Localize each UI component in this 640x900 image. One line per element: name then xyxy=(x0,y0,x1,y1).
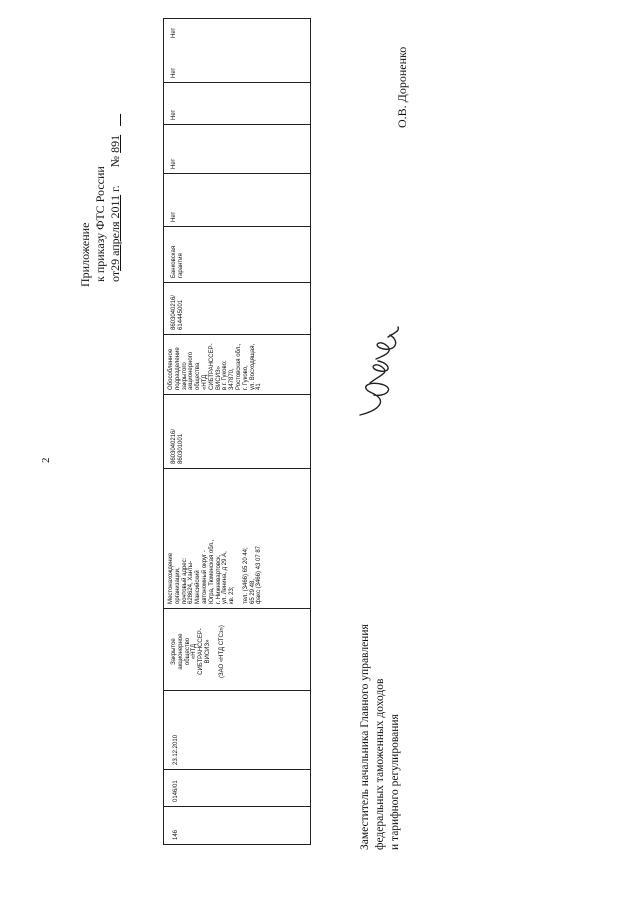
header-line2: к приказу ФТС России xyxy=(93,166,107,282)
date-year: 2011 xyxy=(108,194,122,219)
order-date-line xyxy=(108,114,122,282)
date-month: апреля xyxy=(108,221,122,256)
cell-branch: Обособленное подразделение закрытого акционерного общества «НТД СИБТРАНССЕР- ВИСИЗ» в г. Гуково: 347870, Ростовская обл., г. Гуково, ул. Восходящая, 41 xyxy=(168,343,263,390)
order-header-line2 xyxy=(93,166,107,282)
signatory-title-line3: и тарифного регулирования xyxy=(389,714,401,850)
signatory-title-line2: федеральных таможенных доходов xyxy=(374,678,386,850)
cell-org-name: Закрытое акционерное общество «НТД СИБТРАНССЕР- ВИСИЗ» (ЗАО «НТД СТСз») xyxy=(171,625,225,678)
cell-flag-5: Нет xyxy=(171,27,177,38)
cell-branch-inn-kpp: 8603040216/ 614445001 xyxy=(171,294,184,330)
cell-guarantee: Банковская гарантия xyxy=(171,245,184,278)
signatory-title-line1: Заместитель начальника Главного управления xyxy=(359,624,371,850)
cell-date: 23.12.2010 xyxy=(173,734,179,765)
order-header xyxy=(78,223,92,287)
number-prefix: № xyxy=(108,155,122,168)
date-prefix: от xyxy=(108,270,122,282)
cell-inn-kpp: 8603040216/ 860301001 xyxy=(171,428,184,464)
signatory-name: О.В. Дороненко xyxy=(395,46,409,128)
cell-flag-3: Нет xyxy=(171,109,177,120)
signatory-title xyxy=(358,624,403,850)
cell-reg-number: 0146/01 xyxy=(173,780,179,802)
date-day: 29 xyxy=(108,258,122,271)
cell-index: 146 xyxy=(173,829,179,840)
cell-address: Местонахождение организации, почтовый адрес: 628624, Ханты- Мансийский автономный округ - Югра, Тюменская обл., г. Нижневартовск, ул. Ленина, д 29 А, кв. 23; тел. (3466) 65 20 44; 65 29 48, факс (3466) 43 07 87 xyxy=(168,539,263,604)
date-suffix: г. xyxy=(108,185,122,192)
cell-flag-4: Нет xyxy=(171,67,177,78)
page-number: 2 xyxy=(40,457,52,463)
cell-flag-2: Нет xyxy=(171,158,177,169)
cell-flag-1: Нет xyxy=(171,211,177,222)
order-number: 891 xyxy=(108,134,122,153)
handwritten-signature xyxy=(350,325,410,425)
registry-table xyxy=(163,18,311,845)
header-line1: Приложение xyxy=(78,222,92,287)
